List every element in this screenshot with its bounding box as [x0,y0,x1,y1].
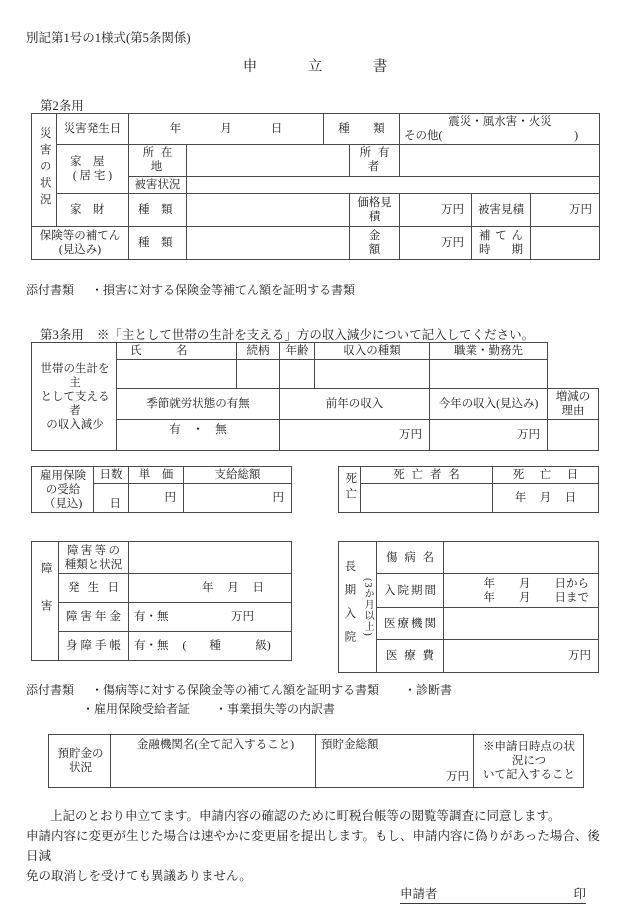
property-label: 家 財 [57,194,129,227]
from-month: 月 [519,577,531,590]
day-unit: 日 [252,582,264,594]
disability-table [31,541,292,661]
death-date-input[interactable] [493,484,599,513]
applicant-label: 申請者 [400,887,438,901]
table-row [32,542,292,574]
attachment-item-3: ・雇用保険受給者証 [82,702,191,716]
age-label: 年齢 [280,343,315,360]
savings-note: ※申請日時点の状況につ いて記入すること [474,735,584,788]
days-input[interactable]: 日 [94,484,129,513]
table-row [32,194,600,227]
disability-pension-label: 障 害 年 金 [59,603,129,632]
increase-reason-label: 増減の理由 [548,389,599,420]
property-type-label: 種 類 [129,194,187,227]
section-3-line [40,325,534,343]
damage-estimate-input[interactable]: 万円 [531,194,600,227]
attachment-item-1: ・傷病等に対する保険金等の補てん額を証明する書類 [91,683,380,697]
hospital-period-label: 入 院 期 間 [377,574,444,608]
attachment-note-2-line-1 [26,681,452,698]
attachment-label-2: 添付書類 [26,683,75,697]
death-date-label: 死 亡 日 [493,467,599,484]
last-year-income-input[interactable]: 万円 [280,420,430,451]
damage-estimate-label: 被害見積 [472,194,531,227]
table-row [339,484,599,513]
table-row [32,227,600,260]
death-table [338,466,599,513]
financial-institution-cell[interactable]: 金融機関名(全て記入すること) [111,735,316,788]
income-type-input[interactable] [315,360,430,389]
table-row [339,607,599,639]
applicant-signature-line[interactable] [400,884,586,904]
table-row [339,467,599,484]
table-row [32,360,599,389]
savings-row-header: 預貯金の 状況 [49,735,111,788]
income-type-label: 収入の種類 [315,343,430,360]
kind-other-label: その他( [404,130,443,142]
table-row [32,343,599,360]
page-title: 申 立 書 [242,59,406,75]
location-input[interactable] [187,145,350,177]
disability-row-header: 障害 [32,542,59,661]
day-unit: 日 [564,492,577,504]
attachment-item-4: ・事業損失等の内訳書 [215,702,336,716]
to-year: 年 [483,591,495,604]
attachment-note-2-line-2 [82,700,335,717]
savings-status-table [48,734,584,788]
attachment-note-1 [26,281,355,298]
insurance-amount-input[interactable]: 万円 [400,227,472,260]
this-year-income-label: 今年の収入(見込み) [430,389,548,420]
name-input[interactable] [117,360,237,389]
compensation-time-label: 補 て ん 時 期 [472,227,531,260]
table-row [339,574,599,608]
deceased-name-label: 死 亡 者 名 [361,467,493,484]
disaster-date-label: 災害発生日 [57,114,129,145]
yes-no-choice[interactable]: 有・無 [134,640,169,652]
total-payment-label: 支給総額 [184,467,292,484]
form-id: 別記第1号の1様式(第5条関係) [26,31,191,45]
days-label: 日数 [94,467,129,484]
disability-handbook-input[interactable] [129,632,292,661]
attachment-item: ・損害に対する保険金等補てん額を証明する書類 [91,283,356,297]
declaration-line-2: 申請内容に変更が生じた場合は速やかに変更届を提出します。もし、申請内容に偽りがあった場合、後日減 [26,829,600,863]
month-unit: 月 [227,582,239,594]
disability-onset-label: 発 生 日 [59,574,129,603]
table-row [32,389,599,420]
disability-pension-input[interactable] [129,603,292,632]
unit-price-label: 単 価 [129,467,184,484]
compensation-time-input[interactable] [531,227,600,260]
year-unit: 年 [514,492,527,504]
income-reduction-table [31,342,599,451]
to-month: 月 [519,591,531,604]
month-unit: 月 [539,492,552,504]
medical-cost-input[interactable]: 万円 [444,640,599,673]
hospital-period-input[interactable] [444,574,599,608]
savings-total-cell[interactable]: 預貯金総額 万円 [316,735,474,788]
man-yen-unit: 万円 [231,611,254,623]
seasonal-work-input[interactable]: 有 ・ 無 [117,420,280,451]
day-unit: 日 [270,123,283,135]
seasonal-work-label: 季節就労状態の有無 [117,389,280,420]
disability-onset-input[interactable] [129,574,292,603]
last-year-income-label: 前年の収入 [280,389,430,420]
house-label: 家 屋 ( 居 宅 ) [57,145,129,194]
name-label: 氏 名 [117,343,237,360]
illness-name-label: 傷 病 名 [377,542,444,574]
section-2-label: 第2条用 [40,99,84,113]
disaster-status-table [31,113,600,260]
disaster-kind-value [400,114,600,145]
illness-name-input[interactable] [444,542,599,574]
income-reduction-row-header: 世帯の生計を主 として支える者 の収入減少 [32,343,117,451]
owner-label: 所 有 者 [350,145,400,177]
kind-other-close: ) [574,130,579,142]
table-row [32,114,600,145]
kind-options: 震災・風水害・火災 [448,116,552,128]
relation-input[interactable] [237,360,280,389]
table-row [339,542,599,574]
medical-cost-label: 医 療 費 [377,640,444,673]
attachment-label: 添付書類 [26,283,75,297]
seal-label: 印 [573,887,586,901]
price-estimate-label: 価格見積 [350,194,400,227]
property-type-input[interactable] [187,194,350,227]
insurance-amount-label: 金 額 [350,227,400,260]
declaration-line-1: 上記のとおり申立てます。申請内容の確認のために町税台帳等の閲覧等調査に同意します。 [50,809,561,823]
table-row [32,145,600,177]
location-label: 所 在 地 [129,145,187,177]
year-unit: 年 [169,123,182,135]
attachment-item-2: ・診断書 [404,683,453,697]
table-row [339,640,599,673]
table-row [32,467,292,484]
yes-no-choice[interactable]: 有・無 [134,611,169,623]
price-estimate-input[interactable]: 万円 [400,194,472,227]
medical-institution-label: 医 療 機 関 [377,607,444,639]
medical-institution-input[interactable] [444,607,599,639]
disaster-status-row-header: 災害の状況 [32,114,57,227]
section-3-label: 第3条用 [40,328,84,342]
disability-type-label: 障 害 等 の 種類と状況 [59,542,129,574]
from-year: 年 [483,577,495,590]
insurance-type-input[interactable] [187,227,350,260]
disability-handbook-label: 身 障 手 帳 [59,632,129,661]
disaster-kind-label: 種 類 [324,114,400,145]
employment-insurance-table [31,466,292,513]
hospitalization-row-header: 長期入院 (3か月以上) [339,542,377,673]
table-row [32,632,292,661]
from-day: 日から [554,577,589,590]
deceased-name-input[interactable] [361,484,493,513]
owner-input[interactable] [400,145,600,177]
disaster-date-value [129,114,324,145]
section-3-note: ※「主として世帯の生計を支える」方の収入減少について記入してください。 [96,328,535,342]
employment-insurance-header: 雇用保険 の受給 （見込) [32,467,94,513]
declaration-text [26,806,611,886]
year-unit: 年 [202,582,214,594]
damage-status-input[interactable] [187,176,600,193]
insurance-type-label: 種 類 [129,227,187,260]
this-year-income-input[interactable]: 万円 [430,420,548,451]
occupation-input[interactable] [430,360,548,389]
total-payment-input[interactable]: 円 [184,484,292,513]
grade-field[interactable]: ( 種 級) [182,640,271,652]
hospitalization-table [338,541,599,673]
to-day: 日まで [554,591,589,604]
increase-reason-input[interactable] [548,420,599,451]
declaration-line-3: 免の取消しを受けても異議ありません。 [26,869,252,883]
table-row [32,603,292,632]
table-row [49,735,584,788]
table-row [32,574,292,603]
relation-label: 続柄 [237,343,280,360]
insurance-label: 保険等の補てん (見込み) [32,227,129,260]
unit-price-input[interactable]: 円 [129,484,184,513]
age-input[interactable] [280,360,315,389]
damage-status-label: 被害状況 [129,176,187,193]
occupation-label: 職業・勤務先 [430,343,548,360]
month-unit: 月 [220,123,232,135]
disability-type-input[interactable] [129,542,292,574]
table-row [32,420,599,451]
death-row-header: 死亡 [339,467,361,513]
